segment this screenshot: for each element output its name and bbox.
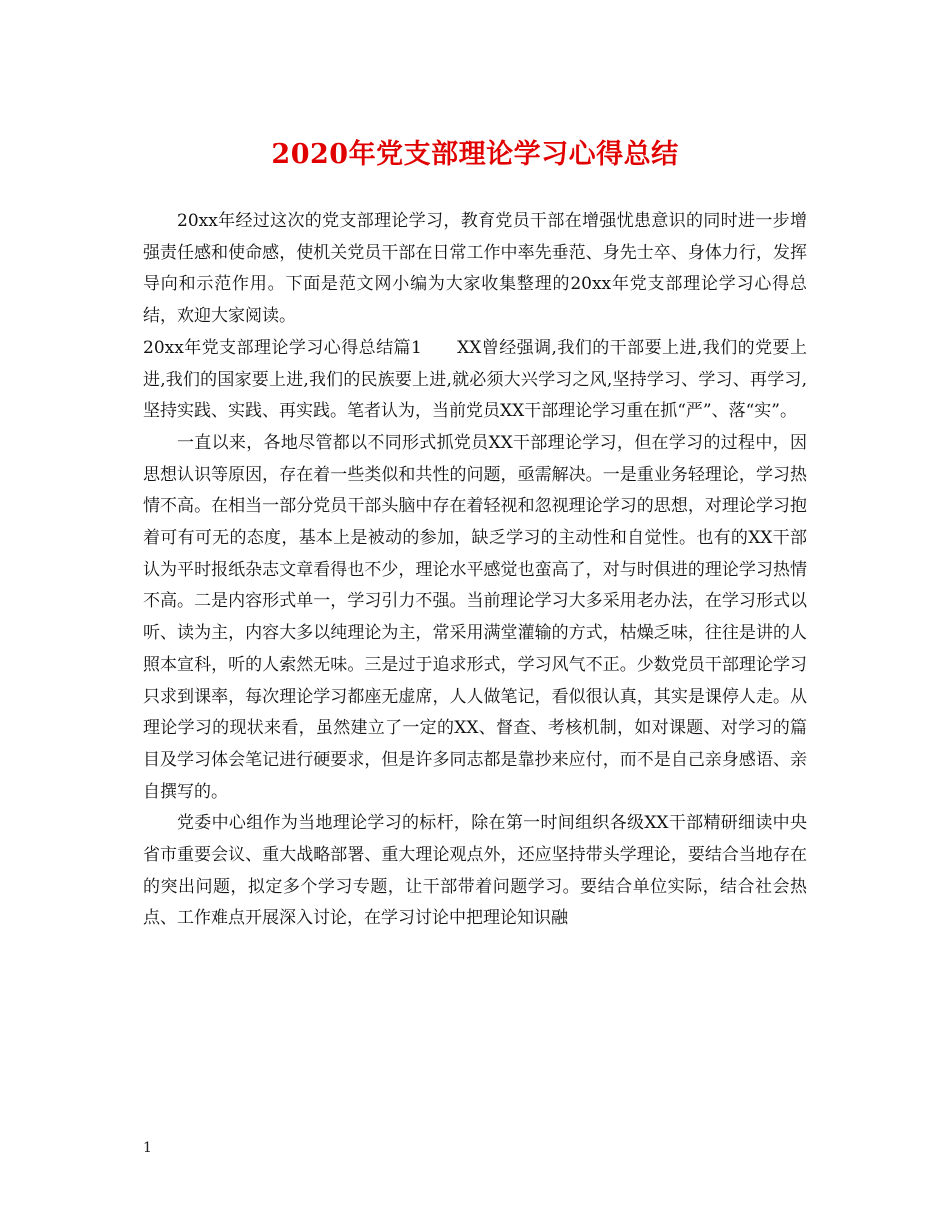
document-body [143, 206, 807, 935]
paragraph-intro: 20xx年经过这次的党支部理论学习，教育党员干部在增强忧患意识的同时进一步增强责任感和使命感，使机关党员干部在日常工作中率先垂范、身先士卒、身体力行，发挥导向和示范作用。下面是范文网小编为大家收集整理的20xx年党支部理论学习心得总结，欢迎大家阅读。 [143, 211, 807, 327]
paragraph-problems: 一直以来，各地尽管都以不同形式抓党员XX干部理论学习，但在学习的过程中，因思想认识等原因，存在着一些类似和共性的问题，亟需解决。一是重业务轻理论，学习热情不高。在相当一部分党员干部头脑中存在着轻视和忽视理论学习的思想，对理论学习抱着可有可无的态度，基本上是被动的参加，缺乏学习的主动性和自觉性。也有的XX干部认为平时报纸杂志文章看得也不少，理论水平感觉也蛮高了，对与时俱进的理论学习热情不高。二是内容形式单一，学习引力不强。当前理论学习大多采用老办法，在学习形式以听、读为主，内容大多以纯理论为主，常采用满堂灌输的方式，枯燥乏味，往往是讲的人照本宣科，听的人索然无味。三是过于追求形式，学习风气不正。少数党员干部理论学习只求到课率，每次理论学习都座无虚席，人人做笔记，看似很认真，其实是课停人走。从理论学习的现状来看，虽然建立了一定的XX、督查、考核机制，如对课题、对学习的篇目及学习体会笔记进行硬要求，但是许多同志都是靠抄来应付，而不是自己亲身感语、亲自撰写的。 [143, 432, 807, 802]
paragraph-article-1-opening: 20xx年党支部理论学习心得总结篇1 XX曾经强调,我们的干部要上进,我们的党要上进,我们的国家要上进,我们的民族要上进,就必须大兴学习之风,坚持学习、学习、再学习,坚持实践、实践、再实践。笔者认为，当前党员XX干部理论学习重在抓“严”、落“实”。 [143, 337, 807, 422]
page-number: 1 [143, 1140, 152, 1156]
paragraph-central-group: 党委中心组作为当地理论学习的标杆，除在第一时间组织各级XX干部精研细读中央省市重要会议、重大战略部署、重大理论观点外，还应坚持带头学理论，要结合当地存在的突出问题，拟定多个学习专题，让干部带着问题学习。要结合单位实际，结合社会热点、工作难点开展深入讨论，在学习讨论中把理论知识融 [143, 813, 807, 929]
document-title: 2020年党支部理论学习心得总结 [271, 139, 679, 170]
